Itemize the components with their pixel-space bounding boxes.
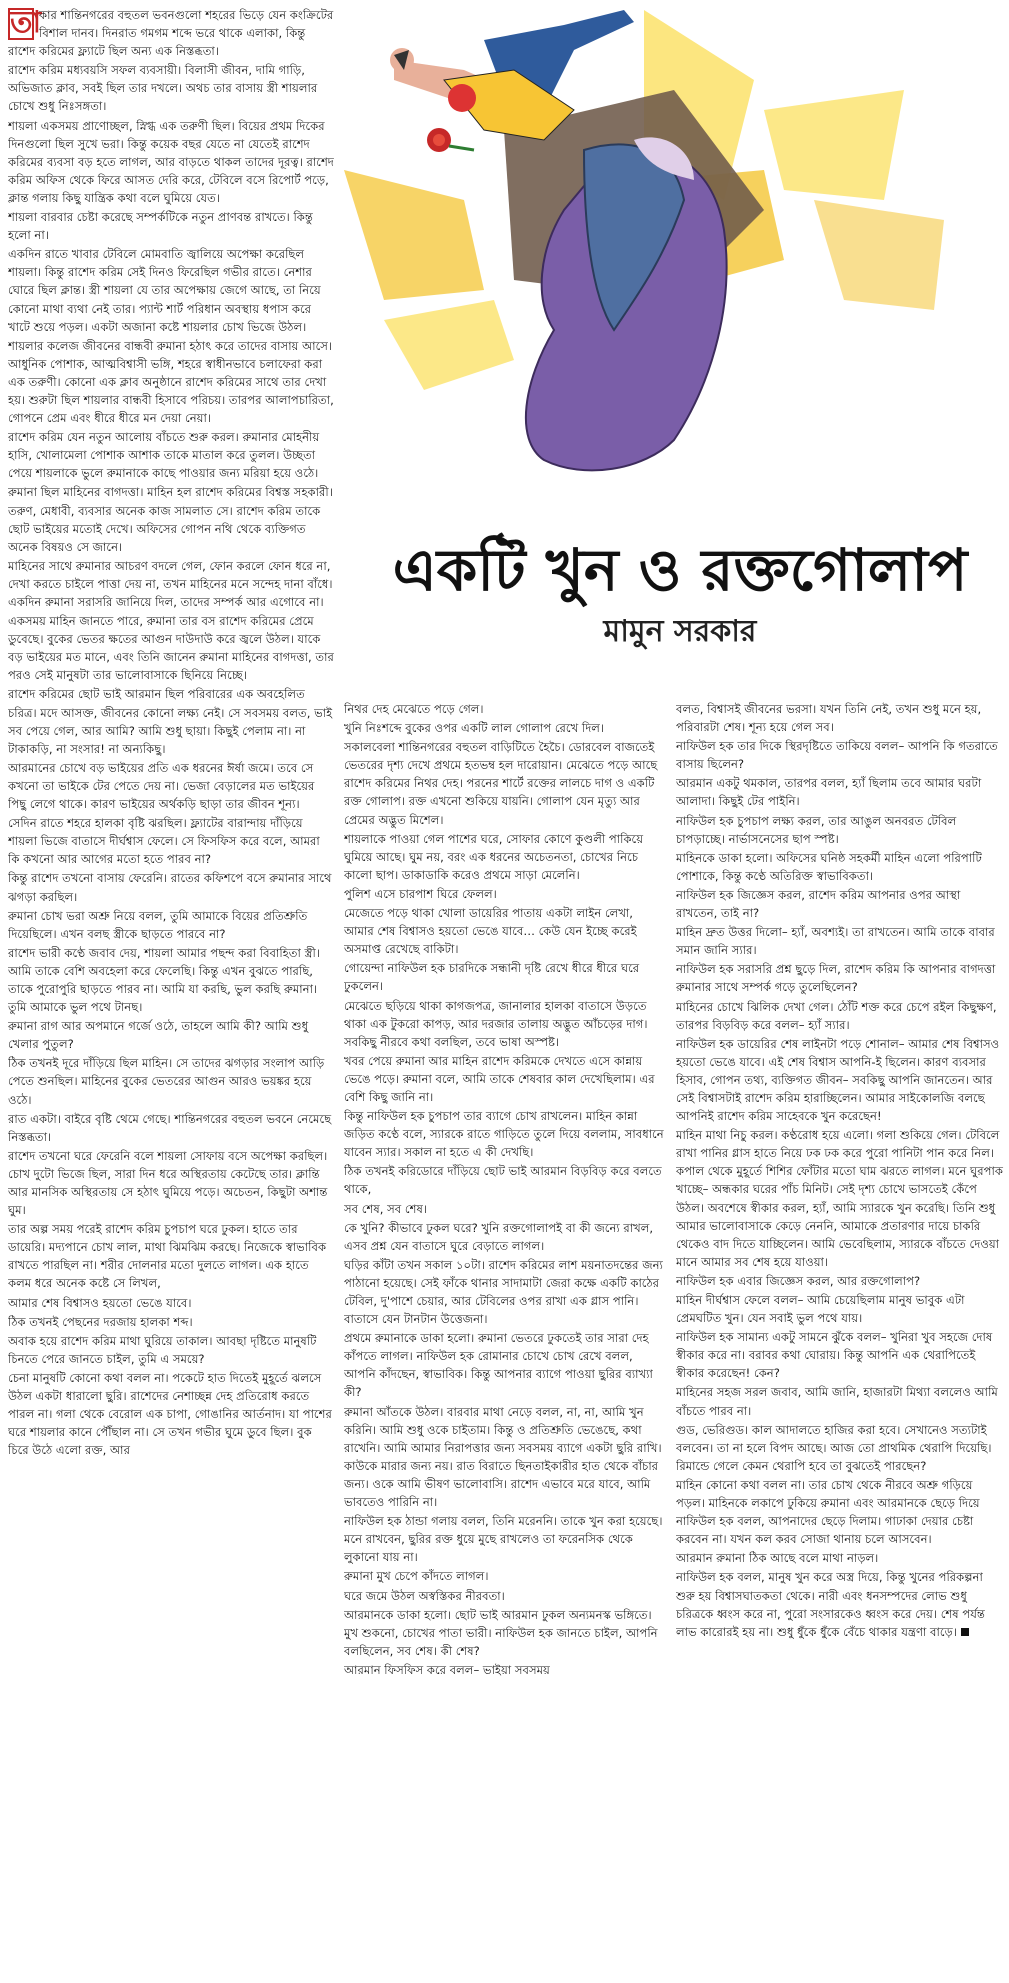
- paragraph: সকালবেলা শান্তিনগরের বহুতল বাড়িটিতে হৈচৈ। ডোরবেল বাজতেই ভেতরের দৃশ্য দেখে প্রথমে হতভম্ব হল দারোয়ান। মেঝেতে পড়ে আছে রাশেদ করিমের নিথর দেহ। পরনের শার্টে রক্তের লালচে দাগ ও একটি রক্ত গোলাপ। রক্ত এখনো শুকিয়ে যায়নি। গোলাপ যেন মৃত্যু আর প্রেমের অদ্ভুত মিশেল।: [344, 740, 658, 827]
- paragraph: আমার শেষ বিশ্বাসও হয়তো ভেঙে যাবে।: [8, 1295, 192, 1310]
- paragraph: [676, 1568, 1004, 1640]
- paragraph: পুলিশ এসে চারপাশ ঘিরে ফেলল।: [344, 886, 497, 901]
- paragraph: ঠিক তখনই দূরে দাঁড়িয়ে ছিল মাহিন। সে তাদের ঝগড়ার সংলাপ আড়ি পেতে শুনছিল। মাহিনের বুকের ভেতরের আগুন আরও ভয়ঙ্কর হয়ে ওঠে।: [8, 1056, 325, 1107]
- paragraph: আরমান একটু থমকাল, তারপর বলল, হ্যাঁ ছিলাম তবে আমার ঘরটা আলাদা। কিছুই টের পাইনি।: [676, 776, 982, 809]
- paragraph: নাফিউল হক জিজ্ঞেস করল, রাশেদ করিম আপনার ওপর আস্থা রাখতেন, তাই না?: [676, 887, 961, 921]
- paragraph: প্রথমে রুমানাকে ডাকা হলো। রুমানা ভেতরে ঢুকতেই তার সারা দেহ কাঁপতে লাগল। নাফিউল হক রোমানার চোখে চোখ রেখে বলল, আপনি কাঁদছেন, স্বাভাবিক। কিন্তু আপনার ব্যাগে পাওয়া ছুরির ব্যাখ্যা কী?: [344, 1331, 653, 1400]
- paragraph: অবাক হয়ে রাশেদ করিম মাথা ঘুরিয়ে তাকাল। আবছা দৃষ্টিতে মানুষটি চিনতে পেরে জানতে চাইল, তুমি এ সময়ে?: [8, 1333, 317, 1366]
- paragraph: নিথর দেহ মেঝেতে পড়ে গেল।: [344, 702, 484, 716]
- paragraph: মাহিনের সাথে রুমানার আচরণ বদলে গেল, ফোন করলে ফোন ধরে না, দেখা করতে চাইলে পাত্তা দেয় না, তখন মাহিনের মনে সন্দেহ দানা বাঁধে। একদিন রুমানা সরাসরি জানিয়ে দিল, তাদের সম্পর্ক আর এগোবে না।: [8, 558, 333, 609]
- rose-icon: [427, 128, 474, 152]
- drop-cap: তা: [10, 6, 42, 40]
- column-1: [8, 6, 334, 1978]
- paragraph: কিন্তু নাফিউল হক চুপচাপ তার ব্যাগে চোখ রাখলেন। মাহিন কান্না জড়িত কণ্ঠে বলে, স্যারকে রাতে গাড়িতে তুলে দিয়ে বললাম, সাবধানে যাবেন স্যার। সকাল না হতে এ কী দেখছি।: [344, 1109, 664, 1160]
- paragraph: রুমানা আঁতকে উঠল। বারবার মাথা নেড়ে বলল, না, না, আমি খুন করিনি। আমি শুধু ওকে চাইতাম। কিন্তু ও প্রতিশ্রুতি ভেঙেছে, কথা রাখেনি। আমি আমার নিরাপত্তার জন্য সবসময় ব্যাগে একটা ছুরি রাখি। কাউকে মারার জন্য নয়। রাত বিরাতে ছিনতাইকারীর হাত থেকে বাঁচার জন্য। ওকে আমি ভীষণ ভালোবাসি। রাশেদ এভাবে মরে যাবে, আমি ভাবতেও পারিনি না।: [344, 1404, 662, 1510]
- column-2: [344, 700, 664, 1975]
- paragraph: শায়লা একসময় প্রাণোচ্ছল, স্নিগ্ধ এক তরুণী ছিল। বিয়ের প্রথম দিকের দিনগুলো ছিল সুখে ভরা। কিন্তু কয়েক বছর যেতে না যেতেই রাশেদ করিমের ব্যবসা বড় হতে লাগল, আর বাড়তে থাকল তাদের দূরত্ব। রাশেদ করিম অফিস থেকে ফিরে আসত দেরি করে, টেবিলে বসে রিপোর্ট পড়ে, ক্লান্ত গলায় কিছু যান্ত্রিক কথা বলে ঘুমিয়ে যেত।: [8, 118, 334, 205]
- paragraph: বলত, বিশ্বাসই জীবনের ভরসা। যখন তিনি নেই, তখন শুধু মনে হয়, পরিবারটা শেষ। শূন্য হয়ে গেল সব।: [676, 702, 982, 735]
- article-title: একটি খুন ও রক্তগোলাপ: [392, 536, 968, 604]
- paragraph: চেনা মানুষটি কোনো কথা বলল না। পকেটে হাত দিতেই মুহূর্তে ঝলসে উঠল একটা ধারালো ছুরি। রাশেদের নেশাচ্ছন্ন দেহ প্রতিরোধ করতে পারল না। গলা থেকে বেরোল এক চাপা, গোঙানির আর্তনাদ। যা পাশের ঘরে শায়লার কানে পৌঁছাল না। সে তখন গভীর ঘুমে ডুবে ছিল। বুক চিরে উঠে এলো রক্ত, আর: [8, 1370, 332, 1458]
- paragraph: নাফিউল হক সরাসরি প্রশ্ন ছুড়ে দিল, রাশেদ করিম কি আপনার বাগদত্তা রুমানার সাথে সম্পর্ক গড়ে তুলেছিলেন?: [676, 962, 996, 995]
- paragraph: আরমান ফিসফিস করে বলল– ভাইয়া সবসময়: [344, 1662, 550, 1677]
- paragraph: রাশেদ করিম মধ্যবয়সি সফল ব্যবসায়ী। বিলাসী জীবন, দামি গাড়ি, অভিজাত ক্লাব, সবই ছিল তার দখলে। অথচ তার বাসায় স্ত্রী শায়লার চোখে শুধু নিঃসঙ্গতা।: [8, 63, 318, 114]
- paragraph: একদিন রাতে খাবার টেবিলে মোমবাতি জ্বালিয়ে অপেক্ষা করেছিল শায়লা। কিন্তু রাশেদ করিম সেই দিনও ফিরেছিল গভীর রাতে। নেশার ঘোরে ছিল ক্লান্ত। স্ত্রী শায়লা যে তার অপেক্ষায় জেগে আছে, তা নিয়ে কোনো মাথা ব্যথা নেই তার। প্যান্ট শার্ট পরিধান অবস্থায় ধপাস করে খাটে শুয়ে পড়ল। একটা অজানা কষ্টে শায়লার চোখ ভিজে উঠল।: [8, 247, 321, 334]
- paragraph: রুমানা চোখ ভরা অশ্রু নিয়ে বলল, তুমি আমাকে বিয়ের প্রতিশ্রুতি দিয়েছিলে। এখন বলছ স্ত্রীকে ছাড়তে পারবে না?: [8, 908, 308, 941]
- paragraph: তার অল্প সময় পরেই রাশেদ করিম চুপচাপ ঘরে ঢুকল। হাতে তার ডায়েরি। মদ্যপানে চোখ লাল, মাথা ঝিমঝিম করছে। নিজেকে স্বাভাবিক রাখতে পারছিল না। শরীর দোলনার মতো দুলতে লাগল। এক হাতে কলম ধরে অনেক কষ্টে সে লিখল,: [8, 1222, 327, 1291]
- paragraph: সেদিন রাতে শহরে হালকা বৃষ্টি ঝরছিল। ফ্ল্যাটের বারান্দায় দাঁড়িয়ে শায়লা ভিজে বাতাসে দীর্ঘশ্বাস ফেলে। সে ফিসফিস করে বলে, আমরা কি কখনো আর আগের মতো হতে পারব না?: [8, 816, 320, 867]
- paragraph: কার শান্তিনগরের বহুতল ভবনগুলো শহরের ভিড়ে যেন কংক্রিটের বিশাল দানব। দিনরাত গমগম শব্দে ভরে থাকে এলাকা, কিন্তু রাশেদ করিমের ফ্ল্যাটে ছিল অন্য এক নিস্তব্ধতা।: [8, 8, 334, 59]
- paragraph: মাহিন কোনো কথা বলল না। তার চোখ থেকে নীরবে অশ্রু গড়িয়ে পড়ল। মাহিনকে লকাপে ঢুকিয়ে রুমানা এবং আরমানকে ছেড়ে দিয়ে নাফিউল হক বলল, আপনাদের ছেড়ে দিলাম। গাঢাকা দেয়ার চেষ্টা করবেন না। যখন কল করব সোজা থানায় চলে আসবেন।: [676, 1477, 980, 1547]
- paragraph: রাশেদ করিমের ছোট ভাই আরমান ছিল পরিবারের এক অবহেলিত চরিত্র। মদে আসক্ত, জীবনের কোনো লক্ষ্য নেই। সে সবসময় বলত, ভাই সব পেয়ে গেল, আর আমি? আমি শুধু ছায়া। কিছুই পেলাম না। না টাকাকড়ি, না সংসার! না অন্যকিছু।: [8, 687, 333, 756]
- paragraph: ঘড়ির কাঁটা তখন সকাল ১০টা। রাশেদ করিমের লাশ ময়নাতদন্তের জন্য পাঠানো হয়েছে। সেই ফাঁকে থানার সাদামাটা জেরা কক্ষে একটি কাঠের টেবিল, দু'পাশে চেয়ার, আর টেবিলের ওপর রাখা এক গ্লাস পানি। বাতাসে যেন টানটান উত্তেজনা।: [344, 1257, 663, 1327]
- paragraph: সব শেষ, সব শেষ।: [344, 1201, 428, 1216]
- paragraph: ঠিক তখনই পেছনের দরজায় হালকা শব্দ।: [8, 1314, 193, 1329]
- paragraph: রাত একটা। বাইরে বৃষ্টি থেমে গেছে। শান্তিনগরের বহুতল ভবনে নেমেছে নিস্তব্ধতা।: [8, 1111, 332, 1144]
- paragraph: মেজেতে পড়ে থাকা খোলা ডায়েরির পাতায় একটা লাইন লেখা, আমার শেষ বিশ্বাসও হয়তো ভেঙে যাবে… কেউ যেন ইচ্ছে করেই অসমাপ্ত রেখেছে বাকিটা।: [344, 906, 637, 957]
- illustration: [344, 0, 1009, 540]
- paragraph: একসময় মাহিন জানতে পারে, রুমানা তার বস রাশেদ করিমের প্রেমে ডুবেছে। বুকের ভেতর ক্ষতের আগুন দাউদাউ করে জ্বলে উঠল। যাকে বড় ভাইয়ের মত মানে, এবং তিনি জানেন রুমানা মাহিনের বাগদত্তা, তার পরও সেই মানুষটা তার ভালোবাসাকে ছিনিয়ে নিচ্ছে।: [8, 614, 334, 683]
- paragraph: ঘরে জমে উঠল অস্বস্তিকর নীরবতা।: [344, 1588, 505, 1603]
- paragraph: রাশেদ তখনো ঘরে ফেরেনি বলে শায়লা সোফায় বসে অপেক্ষা করছিল। চোখ দুটো ভিজে ছিল, সারা দিন ধরে অস্থিরতায় কেটেছে তার। ক্লান্তি আর মানসিক অস্থিরতায় সে হঠাৎ ঘুমিয়ে পড়ে। অচেতন, কিছুটা অশান্ত ঘুম।: [8, 1148, 328, 1218]
- paragraph: মেঝেতে ছড়িয়ে থাকা কাগজপত্র, জানালার হালকা বাতাসে উড়তে থাকা এক টুকরো কাপড়, আর দরজার তালায় অদ্ভুত আঁচড়ের দাগ। সবকিছু নীরবে কথা বলছিল, তবে ভাষা অস্পষ্ট।: [344, 998, 648, 1049]
- paragraph: মাহিন মাথা নিচু করল। কণ্ঠরোধ হয়ে এলো। গলা শুকিয়ে গেল। টেবিলে রাখা পানির গ্লাস হাতে নিয়ে ঢক ঢক করে পুরো পানিটা পান করে নিল। কপাল থেকে মুহূর্তে শিশির ফোঁটার মতো ঘাম ঝরতে লাগল। মনে ঘুরপাক খাচ্ছে– অন্ধকার ঘরের পাঁচ মিনিট। সেই দৃশ্য চোখে ভাসতেই কেঁপে উঠল। অবশেষে স্বীকার করল, হ্যাঁ, আমি স্যারকে খুন করেছি। তিনি শুধু আমার ভালোবাসাকে কেড়ে নেননি, আমাকে প্রতারণার দায়ে চাকরি থেকেও বাদ দিতে যাচ্ছিলেন। আমি ভেবেছিলাম, স্যারকে বাঁচতে দেওয়া মানে আমার সব শেষ হয়ে যাওয়া।: [676, 1128, 1003, 1269]
- paragraph: গোয়েন্দা নাফিউল হক চারদিকে সন্ধানী দৃষ্টি রেখে ধীরে ধীরে ঘরে ঢুকলেন।: [344, 961, 640, 994]
- paragraph: মাহিন দীর্ঘশ্বাস ফেলে বলল– আমি চেয়েছিলাম মানুষ ভাবুক এটা প্রেমঘটিত খুন। যেন সবাই ভুল পথে যায়।: [676, 1293, 965, 1326]
- paragraph: খুনি নিঃশব্দে বুকের ওপর একটি লাল গোলাপ রেখে দিল।: [344, 721, 605, 736]
- paragraph: কিন্তু রাশেদ তখনো বাসায় ফেরেনি। রাতের কফিশপে বসে রুমানার সাথে ঝগড়া করছিল।: [8, 871, 332, 904]
- paragraph: রুমানা মুখ চেপে কাঁদতে লাগল।: [344, 1569, 489, 1584]
- column-3: [676, 700, 1004, 1975]
- paragraph: আরমানের চোখে বড় ভাইয়ের প্রতি এক ধরনের ঈর্ষা জমে। তবে সে কখনো তা ভাইকে টের পেতে দেয় না। ভেজা বেড়ালের মত ভাইয়ের পিছু লেগে থাকে। কারণ ভাইয়ের অর্থকড়ি ছাড়া তার জীবন শূন্য।: [8, 760, 315, 812]
- paragraph: মাহিনের সহজ সরল জবাব, আমি জানি, হাজারটা মিথ্যা বললেও আমি বাঁচতে পারব না।: [676, 1385, 998, 1418]
- paragraph: মাহিন দ্রুত উত্তর দিলো– হ্যাঁ, অবশ্যই। তা রাখতেন। আমি তাকে বাবার সমান জানি স্যার।: [676, 925, 995, 958]
- end-mark-icon: [961, 1628, 969, 1636]
- paragraph: নাফিউল হক চুপচাপ লক্ষ্য করল, তার আঙুল অনবরত টেবিল চাপড়াচ্ছে। নার্ভাসনেসের ছাপ স্পষ্ট।: [676, 813, 957, 846]
- paragraph: শায়লাকে পাওয়া গেল পাশের ঘরে, সোফার কোণে কুণ্ডলী পাকিয়ে ঘুমিয়ে আছে। ঘুম নয়, বরং এক ধরনের অচেতনতা, চোখের নিচে কালো ছাপ। ডাকাডাকি করেও প্রথমে সাড়া মেলেনি।: [344, 831, 644, 882]
- paragraph: গুড, ভেরিগুড। কাল আদালতে হাজির করা হবে। সেখানেও সত্যটাই বলবেন। তা না হলে বিপদ আছে। আজ তো প্রাথমিক থেরাপি দিয়েছি। রিমান্ডে গেলে কেমন থেরাপি হবে তা বুঝতেই পারছেন?: [676, 1422, 992, 1473]
- paragraph: মাহিনকে ডাকা হলো। অফিসের ঘনিষ্ঠ সহকর্মী মাহিন এলো পরিপাটি পোশাকে, কিন্তু কণ্ঠে অতিরিক্ত স্বাভাবিকতা।: [676, 850, 982, 883]
- paragraph: নাফিউল হক ঠান্ডা গলায় বলল, তিনি মরেননি। তাকে খুন করা হয়েছে। মনে রাখবেন, ছুরির রক্ত ধুয়ে মুছে রাখলেও তা ফরেনসিক থেকে লুকানো যায় না।: [344, 1514, 663, 1565]
- paragraph: নাফিউল হক এবার জিজ্ঞেস করল, আর রক্তগোলাপ?: [676, 1273, 921, 1288]
- paragraph: রাশেদ ভারী কণ্ঠে জবাব দেয়, শায়লা আমার পছন্দ করা বিবাহিতা স্ত্রী। আমি তাকে বেশি অবহেলা করে ফেলেছি। কিন্তু এখন বুঝতে পারছি, তাকে পুরোপুরি ছাড়তে পারব না। আমি যা করছি, ভুল করছি রুমানা। তুমি আমাকে ভুল পথে টানছ।: [8, 945, 320, 1015]
- paragraph: আরমান রুমানা ঠিক আছে বলে মাথা নাড়ল।: [676, 1551, 879, 1566]
- paragraph: মাহিনের চোখে ঝিলিক দেখা গেল। ঠোঁট শক্ত করে চেপে রইল কিছুক্ষণ, তারপর বিড়বিড় করে বলল– হ্যাঁ স্যার।: [676, 999, 997, 1032]
- paragraph: নাফিউল হক সামান্য একটু সামনে ঝুঁকে বলল– খুনিরা খুব সহজে দোষ স্বীকার করে না। বরাবর কথা ঘোরায়। কিন্তু আপনি এক থেরাপিতেই স্বীকার করেছেন! কেন?: [676, 1330, 993, 1381]
- paragraph: রুমানা রাগ আর অপমানে গর্জে ওঠে, তাহলে আমি কী? আমি শুধু খেলার পুতুল?: [8, 1019, 309, 1052]
- paragraph: শায়লা বারবার চেষ্টা করেছে সম্পর্কটিকে নতুন প্রাণবন্ত রাখতে। কিন্তু হলো না।: [8, 210, 313, 243]
- paragraph: রাশেদ করিম যেন নতুন আলোয় বাঁচতে শুরু করল। রুমানার মোহনীয় হাসি, খোলামেলা পোশাক আশাক তাকে মাতাল করে তুলল। উচ্ছতা পেয়ে শায়লাকে ভুলে রুমানাকে কাছে পাওয়ার জন্য মরিয়া হয়ে ওঠে।: [8, 430, 320, 481]
- paragraph: শায়লার কলেজ জীবনের বান্ধবী রুমানা হঠাৎ করে তাদের বাসায় আসে। আধুনিক পোশাক, আত্মবিশ্বাসী ভঙ্গি, শহরে স্বাধীনভাবে চলাফেরা করা এক তরুণী। কোনো এক ক্লাব অনুষ্ঠানে রাশেদ করিমের সাথে তার দেখা হয়। শুরুটা ছিল শায়লার বান্ধবী হিসাবে পরিচয়। তারপর আলাপচারিতা, গোপনে প্রেম এবং ধীরে ধীরে মন দেয়া নেয়া।: [8, 338, 334, 426]
- last-paragraph: নাফিউল হক বলল, মানুষ খুন করে অস্ত্র দিয়ে, কিন্তু খুনের পরিকল্পনা শুরু হয় বিশ্বাসঘাতকতা থেকে। নারী এবং ধনসম্পদের লোভ শুধু চরিত্রকে ধ্বংস করে না, পুরো সংসারকেও ধ্বংস করে দেয়। শেষ পর্যন্ত লাভ কারোরই হয় না। শুধু ধুঁকে ধুঁকে বেঁচে থাকার যন্ত্রণা বাড়ে।: [676, 1570, 985, 1639]
- paragraph: আরমানকে ডাকা হলো। ছোট ভাই আরমান ঢুকল অন্যমনস্ক ভঙ্গিতে। মুখ শুকনো, চোখের পাতা ভারী। নাফিউল হক জানতে চাইল, আপনি বলছিলেন, সব শেষ। কী শেষ?: [344, 1607, 658, 1658]
- article-author: মামুন সরকার: [603, 614, 757, 649]
- paragraph: রুমানা ছিল মাহিনের বাগদত্তা। মাহিন হল রাশেদ করিমের বিশ্বস্ত সহকারী। তরুণ, মেধাবী, ব্যবসার অনেক কাজ সামলাত সে। রাশেদ করিম তাকে ছোট ভাইয়ের মতোই দেখে। অফিসের গোপন নথি থেকে ব্যক্তিগত অনেক বিষয়ও সে জানে।: [8, 485, 333, 554]
- paragraph: খবর পেয়ে রুমানা আর মাহিন রাশেদ করিমকে দেখতে এসে কান্নায় ভেঙে পড়ে। রুমানা বলে, আমি তাকে শেষবার কাল দেখেছিলাম। এর বেশি কিছু জানি না।: [344, 1053, 655, 1104]
- paragraph: নাফিউল হক ডায়েরির শেষ লাইনটা পড়ে শোনাল– আমার শেষ বিশ্বাসও হয়তো ভেঙে যাবে। এই শেষ বিশ্বাস আপনি-ই ছিলেন। কারণ ব্যবসার হিসাব, গোপন তথ্য, ব্যক্তিগত জীবন– সবকিছু আপনি জানতেন। আর সেই বিশ্বাসটাই রাশেদ করিম হারাচ্ছিলেন। আমার সাইকোলজি বলছে আপনিই রাশেদ করিম সাহেবকে খুন করেছেন!: [676, 1036, 1000, 1124]
- paragraph: কে খুনি? কীভাবে ঢুকল ঘরে? খুনি রক্তগোলাপই বা কী জন্যে রাখল, এসব প্রশ্ন যেন বাতাসে ঘুরে বেড়াতে লাগল।: [344, 1220, 654, 1253]
- paragraph: ঠিক তখনই করিডোরে দাঁড়িয়ে ছোট ভাই আরমান বিড়বিড় করে বলতে থাকে,: [344, 1164, 662, 1197]
- paragraph: নাফিউল হক তার দিকে স্থিরদৃষ্টিতে তাকিয়ে বলল– আপনি কি গতরাতে বাসায় ছিলেন?: [676, 739, 998, 772]
